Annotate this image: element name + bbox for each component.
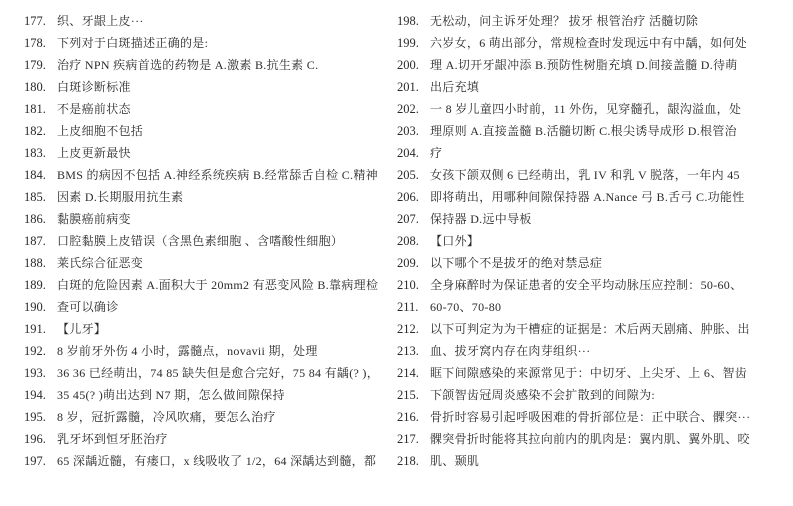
line-text: 即将萌出，用哪种间隙保持器 A.Nance 弓 B.舌弓 C.功能性 — [430, 190, 745, 204]
document-line — [24, 120, 390, 142]
line-number: 195. — [24, 410, 46, 424]
document-line — [24, 186, 390, 208]
document-line — [397, 340, 787, 362]
line-text: 8 岁，冠折露髓，冷风吹痛，要怎么治疗 — [57, 410, 276, 424]
document-line — [397, 76, 787, 98]
line-text: 60-70、70-80 — [430, 300, 502, 314]
left-column — [24, 10, 390, 472]
line-number: 217. — [397, 432, 419, 446]
document-line — [24, 318, 390, 340]
line-text: 因素 D.长期服用抗生素 — [57, 190, 184, 204]
line-text: 理 A.切开牙龈冲添 B.预防性树脂充填 D.间接盖髓 D.待萌 — [430, 58, 738, 72]
line-text: 上皮细胞不包括 — [57, 124, 144, 138]
line-number: 180. — [24, 80, 46, 94]
line-number: 206. — [397, 190, 419, 204]
line-text: 莱氏综合征恶变 — [57, 256, 144, 270]
line-number: 214. — [397, 366, 419, 380]
line-text: 白斑的危险因素 A.面积大于 20mm2 有恶变风险 B.靠病理检 — [57, 278, 379, 292]
line-number: 177. — [24, 14, 46, 28]
line-number: 202. — [397, 102, 419, 116]
document-line — [24, 208, 390, 230]
line-number: 193. — [24, 366, 46, 380]
line-number: 188. — [24, 256, 46, 270]
line-number: 200. — [397, 58, 419, 72]
line-number: 197. — [24, 454, 46, 468]
line-number: 194. — [24, 388, 46, 402]
line-number: 201. — [397, 80, 419, 94]
line-text: 无松动，问主诉牙处理？ 拔牙 根管治疗 活髓切除 — [430, 14, 699, 28]
document-line — [397, 10, 787, 32]
line-number: 178. — [24, 36, 46, 50]
line-text: 一 8 岁儿童四小时前，11 外伤，见穿髓孔，龈沟溢血，处 — [430, 102, 742, 116]
document-line — [397, 54, 787, 76]
document-line — [397, 252, 787, 274]
line-text: 不是癌前状态 — [57, 102, 131, 116]
line-number: 183. — [24, 146, 46, 160]
document-line — [397, 186, 787, 208]
document-line — [24, 428, 390, 450]
right-column — [397, 10, 787, 472]
line-number: 205. — [397, 168, 419, 182]
document-line — [397, 406, 787, 428]
line-number: 184. — [24, 168, 46, 182]
line-number: 210. — [397, 278, 419, 292]
line-number: 218. — [397, 454, 419, 468]
line-number: 181. — [24, 102, 46, 116]
line-number: 191. — [24, 322, 46, 336]
document-line — [397, 428, 787, 450]
line-text: 女孩下颌双侧 6 已经萌出，乳 IV 和乳 V 脱落，一年内 45 — [430, 168, 740, 182]
line-number: 192. — [24, 344, 46, 358]
document-line — [24, 164, 390, 186]
line-text: 黏膜癌前病变 — [57, 212, 131, 226]
line-text: 【儿牙】 — [57, 322, 107, 336]
document-line — [24, 384, 390, 406]
document-line — [397, 32, 787, 54]
line-number: 207. — [397, 212, 419, 226]
line-text: 8 岁前牙外伤 4 小时，露髓点，novavii 期，处理 — [57, 344, 318, 358]
line-number: 186. — [24, 212, 46, 226]
document-line — [24, 10, 390, 32]
line-number: 179. — [24, 58, 46, 72]
line-text: 36 36 已经萌出，74 85 缺失但是愈合完好，75 84 有龋(? )， — [57, 366, 380, 380]
document-line — [24, 406, 390, 428]
line-text: 口腔黏膜上皮错误（含黑色素细胞 、含嗜酸性细胞） — [57, 234, 344, 248]
line-text: 【口外】 — [430, 234, 480, 248]
document-line — [24, 340, 390, 362]
line-text: 眶下间隙感染的来源常见于：中切牙、上尖牙、上 6、智齿 — [430, 366, 748, 380]
line-number: 215. — [397, 388, 419, 402]
document-line — [24, 362, 390, 384]
document-line — [24, 142, 390, 164]
line-number: 212. — [397, 322, 419, 336]
line-text: 白斑诊断标准 — [57, 80, 131, 94]
document-line — [24, 450, 390, 472]
document-line — [397, 208, 787, 230]
document-line — [24, 252, 390, 274]
line-text: 疗 — [430, 146, 443, 160]
line-text: 理原则 A.直接盖髓 B.活髓切断 C.根尖诱导成形 D.根管治 — [430, 124, 737, 138]
line-text: 下颌智齿冠周炎感染不会扩散到的间隙为: — [430, 388, 656, 402]
line-number: 216. — [397, 410, 419, 424]
line-text: 织、牙龈上皮··· — [57, 14, 144, 28]
line-text: 65 深龋近髓，有瘘口，x 线吸收了 1/2，64 深龋达到髓，都 — [57, 454, 377, 468]
line-number: 190. — [24, 300, 46, 314]
document-line — [397, 230, 787, 252]
line-text: 肌、颞肌 — [430, 454, 480, 468]
line-number: 185. — [24, 190, 46, 204]
line-text: 查可以确诊 — [57, 300, 119, 314]
document-line — [24, 230, 390, 252]
document-line — [24, 296, 390, 318]
line-text: 血、拔牙窝内存在肉芽组织··· — [430, 344, 591, 358]
line-number: 203. — [397, 124, 419, 138]
document-line — [397, 120, 787, 142]
line-text: 下列对于白斑描述正确的是: — [57, 36, 209, 50]
line-text: 35 45(? )萌出达到 N7 期，怎么做间隙保持 — [57, 388, 285, 402]
line-text: 六岁女，6 萌出部分，常规检查时发现远中有中龋，如何处 — [430, 36, 748, 50]
document-line — [397, 98, 787, 120]
document-line — [24, 98, 390, 120]
document-line — [397, 296, 787, 318]
document-line — [397, 362, 787, 384]
line-text: BMS 的病因不包括 A.神经系统疾病 B.经常舔舌自检 C.精神 — [57, 168, 378, 182]
line-text: 以下可判定为为干槽症的证据是：术后两天剧痛、肿胀、出 — [430, 322, 750, 336]
line-number: 213. — [397, 344, 419, 358]
document-line — [397, 274, 787, 296]
line-number: 199. — [397, 36, 419, 50]
document-line — [24, 76, 390, 98]
line-number: 211. — [397, 300, 419, 314]
line-text: 治疗 NPN 疾病首选的药物是 A.激素 B.抗生素 C. — [57, 58, 319, 72]
line-text: 保持器 D.远中导板 — [430, 212, 532, 226]
document-line — [397, 450, 787, 472]
line-number: 189. — [24, 278, 46, 292]
line-text: 骨折时容易引起呼吸困难的骨折部位是：正中联合、髁突··· — [430, 410, 751, 424]
document-line — [24, 54, 390, 76]
line-number: 196. — [24, 432, 46, 446]
document-line — [397, 318, 787, 340]
line-number: 198. — [397, 14, 419, 28]
document-line — [397, 164, 787, 186]
document-line — [397, 384, 787, 406]
line-number: 209. — [397, 256, 419, 270]
line-text: 髁突骨折时能将其拉向前内的肌肉是：翼内肌、翼外肌、咬 — [430, 432, 750, 446]
line-text: 乳牙坏到恒牙胚治疗 — [57, 432, 168, 446]
line-text: 上皮更新最快 — [57, 146, 131, 160]
line-text: 以下哪个不是拔牙的绝对禁忌症 — [430, 256, 603, 270]
line-number: 204. — [397, 146, 419, 160]
document-line — [397, 142, 787, 164]
line-text: 出后充填 — [430, 80, 480, 94]
line-text: 全身麻醉时为保证患者的安全平均动脉压应控制：50-60、 — [430, 278, 743, 292]
line-number: 182. — [24, 124, 46, 138]
document-line — [24, 274, 390, 296]
line-number: 208. — [397, 234, 419, 248]
document-line — [24, 32, 390, 54]
line-number: 187. — [24, 234, 46, 248]
